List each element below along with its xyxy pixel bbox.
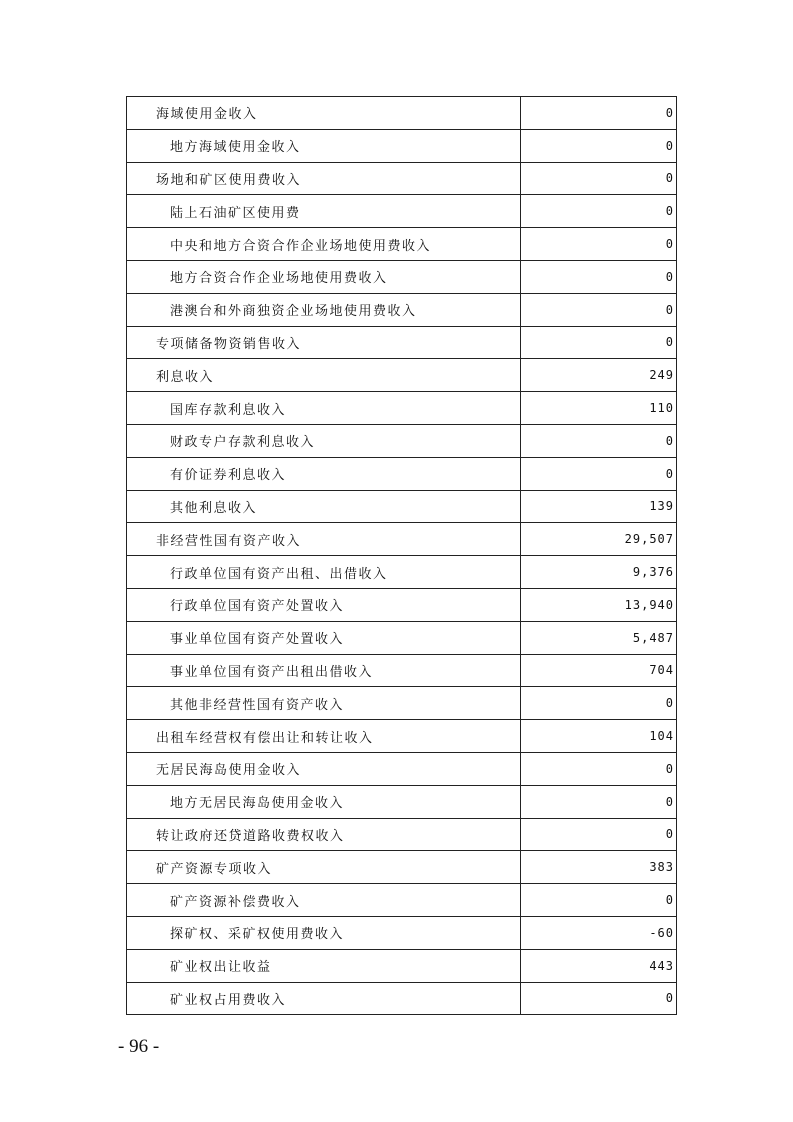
page-number: - 96 - [118, 1036, 160, 1057]
row-label: 矿业权占用费收入 [127, 982, 521, 1015]
table-row [127, 949, 677, 982]
table-row [127, 818, 677, 851]
table-row [127, 195, 677, 228]
row-value: 29,507 [521, 523, 677, 556]
row-label: 地方合资合作企业场地使用费收入 [127, 260, 521, 293]
row-value: 0 [521, 424, 677, 457]
row-label: 国库存款利息收入 [127, 392, 521, 425]
row-value: 0 [521, 884, 677, 917]
table-row [127, 654, 677, 687]
row-label: 行政单位国有资产出租、出借收入 [127, 556, 521, 589]
row-label: 专项储备物资销售收入 [127, 326, 521, 359]
row-value: 0 [521, 97, 677, 130]
row-value: 383 [521, 851, 677, 884]
row-value: 0 [521, 785, 677, 818]
row-value: 110 [521, 392, 677, 425]
table-row [127, 260, 677, 293]
row-value: 104 [521, 720, 677, 753]
table-row [127, 884, 677, 917]
row-label: 地方无居民海岛使用金收入 [127, 785, 521, 818]
row-value: 139 [521, 490, 677, 523]
table-row [127, 621, 677, 654]
row-label: 出租车经营权有偿出让和转让收入 [127, 720, 521, 753]
row-value: 704 [521, 654, 677, 687]
row-value: 0 [521, 818, 677, 851]
row-value: 443 [521, 949, 677, 982]
row-label: 场地和矿区使用费收入 [127, 162, 521, 195]
row-value: 13,940 [521, 588, 677, 621]
row-value: 0 [521, 293, 677, 326]
row-label: 矿产资源补偿费收入 [127, 884, 521, 917]
table-row [127, 97, 677, 130]
row-value: 0 [521, 129, 677, 162]
row-label: 海域使用金收入 [127, 97, 521, 130]
table-row [127, 326, 677, 359]
row-value: 0 [521, 195, 677, 228]
table-row [127, 523, 677, 556]
row-label: 行政单位国有资产处置收入 [127, 588, 521, 621]
row-value: 0 [521, 228, 677, 261]
row-label: 矿业权出让收益 [127, 949, 521, 982]
table-row [127, 293, 677, 326]
row-value: 9,376 [521, 556, 677, 589]
row-label: 探矿权、采矿权使用费收入 [127, 916, 521, 949]
table-row [127, 359, 677, 392]
row-label: 有价证券利息收入 [127, 457, 521, 490]
table-row [127, 424, 677, 457]
row-label: 矿产资源专项收入 [127, 851, 521, 884]
row-label: 无居民海岛使用金收入 [127, 752, 521, 785]
row-value: 0 [521, 162, 677, 195]
row-value: 0 [521, 752, 677, 785]
row-value: 0 [521, 457, 677, 490]
row-label: 陆上石油矿区使用费 [127, 195, 521, 228]
row-label: 其他非经营性国有资产收入 [127, 687, 521, 720]
table-row [127, 916, 677, 949]
row-label: 中央和地方合资合作企业场地使用费收入 [127, 228, 521, 261]
row-value: 249 [521, 359, 677, 392]
row-value: 5,487 [521, 621, 677, 654]
table-row [127, 392, 677, 425]
row-label: 其他利息收入 [127, 490, 521, 523]
table-row [127, 752, 677, 785]
row-label: 转让政府还贷道路收费权收入 [127, 818, 521, 851]
row-value: 0 [521, 687, 677, 720]
row-label: 利息收入 [127, 359, 521, 392]
revenue-table [126, 96, 677, 1015]
table-row [127, 588, 677, 621]
row-label: 财政专户存款利息收入 [127, 424, 521, 457]
row-value: 0 [521, 326, 677, 359]
table-row [127, 785, 677, 818]
table-row [127, 687, 677, 720]
table-row [127, 851, 677, 884]
row-label: 非经营性国有资产收入 [127, 523, 521, 556]
row-label: 事业单位国有资产处置收入 [127, 621, 521, 654]
table-row [127, 457, 677, 490]
row-label: 地方海域使用金收入 [127, 129, 521, 162]
row-value: 0 [521, 982, 677, 1015]
table-row [127, 129, 677, 162]
row-value: -60 [521, 916, 677, 949]
table-row [127, 556, 677, 589]
table-row [127, 982, 677, 1015]
row-value: 0 [521, 260, 677, 293]
table-row [127, 490, 677, 523]
row-label: 港澳台和外商独资企业场地使用费收入 [127, 293, 521, 326]
row-label: 事业单位国有资产出租出借收入 [127, 654, 521, 687]
table-row [127, 162, 677, 195]
table-row [127, 720, 677, 753]
table-row [127, 228, 677, 261]
